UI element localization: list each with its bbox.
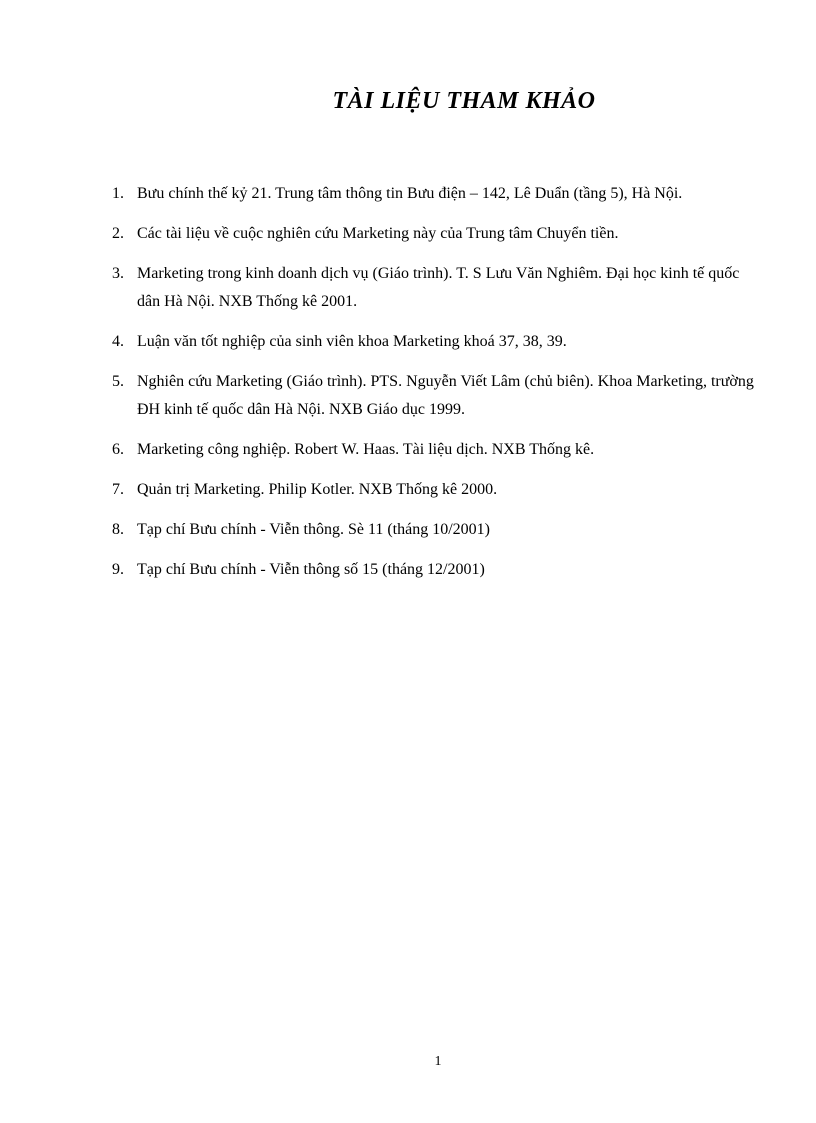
reference-text: Quản trị Marketing. Philip Kotler. NXB Thống kê 2000. <box>137 481 498 498</box>
reference-item <box>112 476 762 504</box>
reference-number: 3. <box>112 265 124 282</box>
reference-list <box>112 180 762 596</box>
reference-text: Marketing trong kinh doanh dịch vụ (Giáo trình). T. S Lưu Văn Nghiêm. Đại học kinh tế quốc dân Hà Nội. NXB Thống kê 2001. <box>137 265 740 310</box>
reference-number: 7. <box>112 481 124 498</box>
reference-text: Tạp chí Bưu chính - Viễn thông. Sè 11 (tháng 10/2001) <box>137 521 490 538</box>
reference-item <box>112 436 762 464</box>
page-title: TÀI LIỆU THAM KHẢO <box>332 88 596 114</box>
reference-item <box>112 368 762 424</box>
reference-item <box>112 260 762 316</box>
reference-item <box>112 556 762 584</box>
reference-number: 6. <box>112 441 124 458</box>
reference-number: 2. <box>112 225 124 242</box>
reference-text: Luận văn tốt nghiệp của sinh viên khoa Marketing khoá 37, 38, 39. <box>137 333 567 350</box>
reference-text: Các tài liệu về cuộc nghiên cứu Marketing này của Trung tâm Chuyển tiền. <box>137 225 619 242</box>
reference-item <box>112 516 762 544</box>
reference-item <box>112 328 762 356</box>
reference-text: Marketing công nghiệp. Robert W. Haas. Tài liệu dịch. NXB Thống kê. <box>137 441 595 458</box>
reference-number: 4. <box>112 333 124 350</box>
reference-number: 1. <box>112 185 124 202</box>
reference-text: Tạp chí Bưu chính - Viễn thông số 15 (tháng 12/2001) <box>137 561 485 578</box>
page-number: 1 <box>434 1054 442 1069</box>
reference-item <box>112 220 762 248</box>
reference-text: Bưu chính thế kỷ 21. Trung tâm thông tin Bưu điện – 142, Lê Duẩn (tầng 5), Hà Nội. <box>137 185 683 202</box>
reference-number: 8. <box>112 521 124 538</box>
reference-number: 5. <box>112 373 124 390</box>
reference-text: Nghiên cứu Marketing (Giáo trình). PTS. Nguyễn Viết Lâm (chủ biên). Khoa Marketing, trường ĐH kinh tế quốc dân Hà Nội. NXB Giáo dục 1999. <box>137 373 754 418</box>
reference-item <box>112 180 762 208</box>
reference-number: 9. <box>112 561 124 578</box>
